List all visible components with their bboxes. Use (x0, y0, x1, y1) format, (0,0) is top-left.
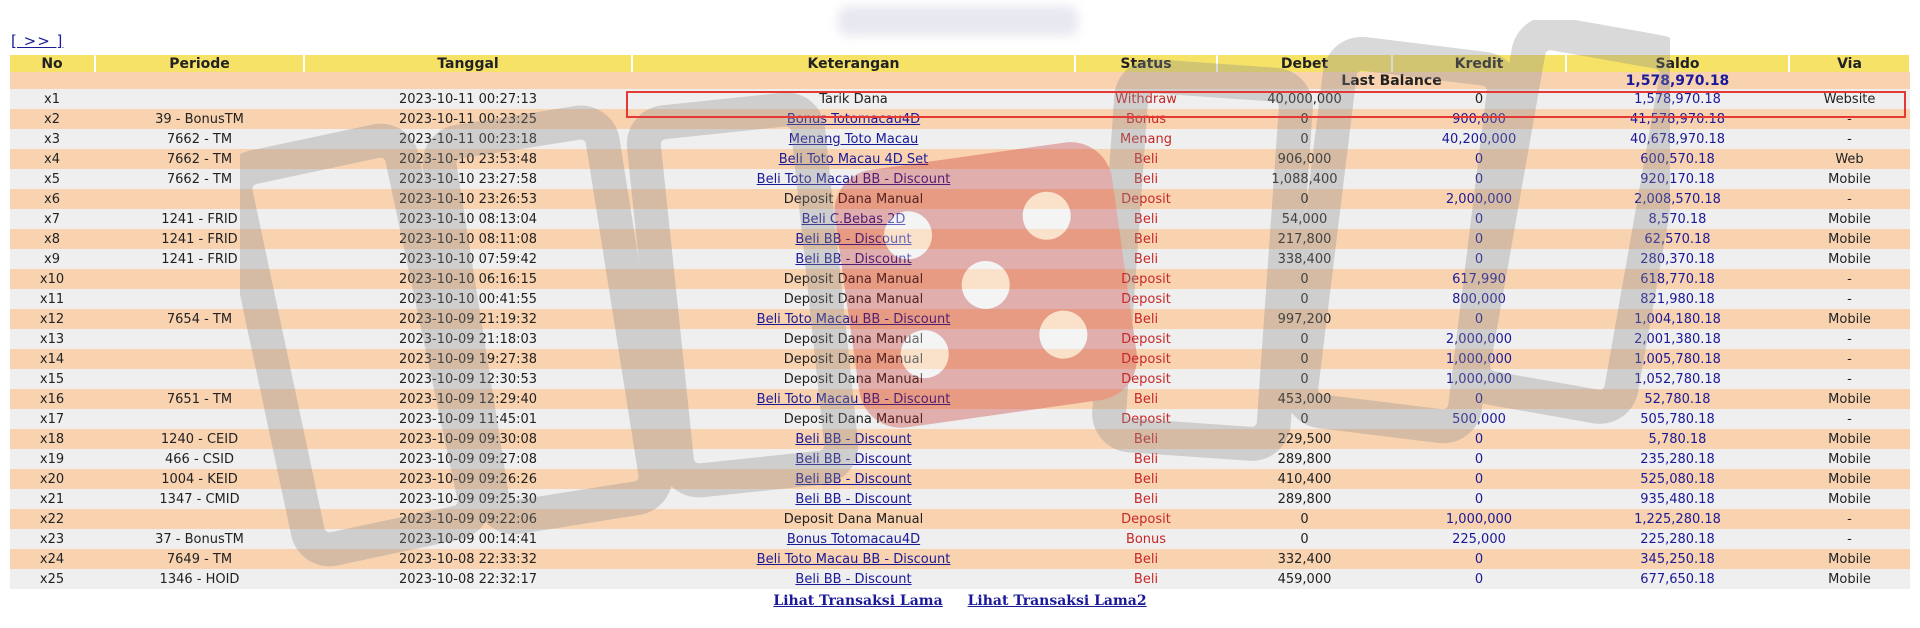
cell-kredit: 0 (1392, 429, 1566, 449)
cell-via: Web (1789, 149, 1910, 169)
cell-via: Mobile (1789, 549, 1910, 569)
cell-tanggal: 2023-10-10 07:59:42 (304, 249, 632, 269)
cell-debet: 997,200 (1217, 309, 1392, 329)
highlight-box (626, 91, 1906, 118)
cell-keterangan[interactable]: Menang Toto Macau (632, 129, 1075, 149)
cell-via: Mobile (1789, 489, 1910, 509)
cell-keterangan[interactable]: Beli C.Bebas 2D (632, 209, 1075, 229)
cell-keterangan: Deposit Dana Manual (632, 189, 1075, 209)
cell-via: - (1789, 109, 1910, 129)
cell-via: - (1789, 189, 1910, 209)
table-row (10, 249, 1910, 269)
cell-saldo: 225,280.18 (1566, 529, 1789, 549)
cell-no: x10 (10, 269, 95, 289)
cell-tanggal: 2023-10-09 21:18:03 (304, 329, 632, 349)
cell-no: x9 (10, 249, 95, 269)
cell-kredit: 0 (1392, 449, 1566, 469)
blurred-page-title (838, 6, 1078, 36)
cell-periode (95, 269, 304, 289)
cell-via: - (1789, 329, 1910, 349)
cell-status: Beli (1075, 549, 1217, 569)
cell-status: Deposit (1075, 269, 1217, 289)
cell-keterangan[interactable]: Beli BB - Discount (632, 429, 1075, 449)
cell-tanggal: 2023-10-09 00:14:41 (304, 529, 632, 549)
cell-status: Beli (1075, 449, 1217, 469)
column-header-tanggal: Tanggal (304, 55, 632, 72)
cell-via: - (1789, 289, 1910, 309)
cell-kredit: 0 (1392, 149, 1566, 169)
cell-periode: 1241 - FRID (95, 229, 304, 249)
column-header-kredit: Kredit (1392, 55, 1566, 72)
cell-via: - (1789, 269, 1910, 289)
cell-debet: 0 (1217, 269, 1392, 289)
cell-debet: 0 (1217, 189, 1392, 209)
table-row (10, 289, 1910, 309)
cell-status: Beli (1075, 249, 1217, 269)
cell-keterangan: Deposit Dana Manual (632, 409, 1075, 429)
cell-via: - (1789, 529, 1910, 549)
cell-kredit: 225,000 (1392, 529, 1566, 549)
cell-debet: 1,088,400 (1217, 169, 1392, 189)
cell-tanggal: 2023-10-10 08:11:08 (304, 229, 632, 249)
cell-kredit: 800,000 (1392, 289, 1566, 309)
cell-periode: 7649 - TM (95, 549, 304, 569)
cell-tanggal: 2023-10-10 23:27:58 (304, 169, 632, 189)
cell-tanggal: 2023-10-09 21:19:32 (304, 309, 632, 329)
transaction-table (10, 55, 1911, 589)
cell-debet: 332,400 (1217, 549, 1392, 569)
cell-periode (95, 89, 304, 109)
cell-tanggal: 2023-10-09 12:30:53 (304, 369, 632, 389)
cell-periode: 7662 - TM (95, 129, 304, 149)
cell-kredit: 0 (1392, 389, 1566, 409)
cell-saldo: 40,678,970.18 (1566, 129, 1789, 149)
cell-tanggal: 2023-10-10 08:13:04 (304, 209, 632, 229)
cell-saldo: 821,980.18 (1566, 289, 1789, 309)
cell-debet: 289,800 (1217, 489, 1392, 509)
cell-tanggal: 2023-10-09 12:29:40 (304, 389, 632, 409)
cell-keterangan[interactable]: Bonus Totomacau4D (632, 109, 1075, 129)
cell-keterangan: Deposit Dana Manual (632, 269, 1075, 289)
cell-no: x2 (10, 109, 95, 129)
cell-kredit: 0 (1392, 169, 1566, 189)
cell-via: - (1789, 409, 1910, 429)
next-page-link[interactable]: [ >> ] (11, 32, 64, 50)
cell-saldo: 935,480.18 (1566, 489, 1789, 509)
cell-saldo: 1,052,780.18 (1566, 369, 1789, 389)
cell-status: Deposit (1075, 409, 1217, 429)
column-header-saldo: Saldo (1566, 55, 1789, 72)
cell-saldo: 235,280.18 (1566, 449, 1789, 469)
cell-periode: 1241 - FRID (95, 249, 304, 269)
table-row (10, 389, 1910, 409)
cell-kredit: 0 (1392, 229, 1566, 249)
cell-debet: 289,800 (1217, 449, 1392, 469)
cell-kredit: 1,000,000 (1392, 509, 1566, 529)
table-row (10, 229, 1910, 249)
cell-via: - (1789, 369, 1910, 389)
cell-no: x3 (10, 129, 95, 149)
cell-via: Mobile (1789, 249, 1910, 269)
cell-debet: 40,000,000 (1217, 89, 1392, 109)
table-row (10, 129, 1910, 149)
cell-keterangan: Deposit Dana Manual (632, 329, 1075, 349)
cell-periode: 1346 - HOID (95, 569, 304, 589)
cell-tanggal: 2023-10-11 00:27:13 (304, 89, 632, 109)
cell-periode: 7662 - TM (95, 149, 304, 169)
table-row (10, 309, 1910, 329)
cell-no: x4 (10, 149, 95, 169)
cell-keterangan[interactable]: Beli Toto Macau 4D Set (632, 149, 1075, 169)
cell-tanggal: 2023-10-09 09:22:06 (304, 509, 632, 529)
table-row (10, 509, 1910, 529)
cell-kredit: 0 (1392, 489, 1566, 509)
cell-no: x24 (10, 549, 95, 569)
cell-debet: 0 (1217, 109, 1392, 129)
cell-debet: 0 (1217, 289, 1392, 309)
table-row (10, 189, 1910, 209)
cell-kredit: 0 (1392, 309, 1566, 329)
cell-debet: 906,000 (1217, 149, 1392, 169)
cell-periode (95, 329, 304, 349)
cell-status: Deposit (1075, 509, 1217, 529)
cell-keterangan[interactable]: Beli Toto Macau BB - Discount (632, 389, 1075, 409)
old-transactions-link[interactable]: Lihat Transaksi Lama (773, 593, 943, 609)
cell-kredit: 2,000,000 (1392, 189, 1566, 209)
cell-kredit: 617,990 (1392, 269, 1566, 289)
cell-periode: 1347 - CMID (95, 489, 304, 509)
cell-no: x8 (10, 229, 95, 249)
cell-via: Mobile (1789, 429, 1910, 449)
cell-saldo: 5,780.18 (1566, 429, 1789, 449)
cell-periode (95, 509, 304, 529)
cell-no: x17 (10, 409, 95, 429)
cell-saldo: 600,570.18 (1566, 149, 1789, 169)
cell-saldo: 920,170.18 (1566, 169, 1789, 189)
table-row (10, 429, 1910, 449)
cell-periode: 7654 - TM (95, 309, 304, 329)
cell-periode: 7651 - TM (95, 389, 304, 409)
cell-debet: 0 (1217, 129, 1392, 149)
column-header-keterangan: Keterangan (632, 55, 1075, 72)
last-balance-row (10, 72, 1910, 89)
cell-tanggal: 2023-10-10 23:26:53 (304, 189, 632, 209)
cell-keterangan[interactable]: Beli BB - Discount (632, 449, 1075, 469)
cell-tanggal: 2023-10-09 11:45:01 (304, 409, 632, 429)
cell-no: x5 (10, 169, 95, 189)
cell-keterangan[interactable]: Beli BB - Discount (632, 569, 1075, 589)
cell-tanggal: 2023-10-11 00:23:25 (304, 109, 632, 129)
table-row (10, 169, 1910, 189)
cell-periode: 466 - CSID (95, 449, 304, 469)
cell-keterangan: Tarik Dana (632, 89, 1075, 109)
cell-debet: 0 (1217, 509, 1392, 529)
cell-saldo: 1,004,180.18 (1566, 309, 1789, 329)
cell-debet: 0 (1217, 369, 1392, 389)
cell-status: Deposit (1075, 289, 1217, 309)
cell-no: x14 (10, 349, 95, 369)
cell-no: x7 (10, 209, 95, 229)
cell-periode: 1241 - FRID (95, 209, 304, 229)
cell-periode: 39 - BonusTM (95, 109, 304, 129)
cell-periode (95, 289, 304, 309)
cell-keterangan: Deposit Dana Manual (632, 509, 1075, 529)
cell-no: x19 (10, 449, 95, 469)
cell-periode (95, 409, 304, 429)
cell-tanggal: 2023-10-10 00:41:55 (304, 289, 632, 309)
column-header-via: Via (1789, 55, 1910, 72)
cell-status: Beli (1075, 569, 1217, 589)
cell-kredit: 0 (1392, 549, 1566, 569)
cell-status: Withdraw (1075, 89, 1217, 109)
cell-debet: 459,000 (1217, 569, 1392, 589)
cell-saldo: 52,780.18 (1566, 389, 1789, 409)
cell-periode (95, 349, 304, 369)
cell-status: Beli (1075, 469, 1217, 489)
cell-via: - (1789, 349, 1910, 369)
cell-status: Beli (1075, 169, 1217, 189)
cell-kredit: 1,000,000 (1392, 369, 1566, 389)
cell-kredit: 0 (1392, 209, 1566, 229)
cell-saldo: 677,650.18 (1566, 569, 1789, 589)
cell-saldo: 1,225,280.18 (1566, 509, 1789, 529)
table-row (10, 209, 1910, 229)
cell-no: x13 (10, 329, 95, 349)
cell-no: x20 (10, 469, 95, 489)
table-row (10, 449, 1910, 469)
cell-no: x23 (10, 529, 95, 549)
cell-status: Bonus (1075, 109, 1217, 129)
cell-no: x18 (10, 429, 95, 449)
cell-tanggal: 2023-10-09 19:27:38 (304, 349, 632, 369)
cell-via: Mobile (1789, 209, 1910, 229)
bottom-links (0, 593, 1920, 609)
cell-status: Beli (1075, 229, 1217, 249)
cell-periode: 1240 - CEID (95, 429, 304, 449)
cell-keterangan: Deposit Dana Manual (632, 289, 1075, 309)
cell-status: Menang (1075, 129, 1217, 149)
table-row (10, 349, 1910, 369)
cell-debet: 0 (1217, 349, 1392, 369)
cell-via: Mobile (1789, 309, 1910, 329)
cell-debet: 0 (1217, 529, 1392, 549)
cell-via: Mobile (1789, 469, 1910, 489)
cell-kredit: 500,000 (1392, 409, 1566, 429)
table-row (10, 369, 1910, 389)
cell-saldo: 280,370.18 (1566, 249, 1789, 269)
cell-kredit: 900,000 (1392, 109, 1566, 129)
cell-status: Bonus (1075, 529, 1217, 549)
cell-kredit: 2,000,000 (1392, 329, 1566, 349)
cell-via: Website (1789, 89, 1910, 109)
cell-kredit: 1,000,000 (1392, 349, 1566, 369)
cell-saldo: 2,008,570.18 (1566, 189, 1789, 209)
table-header-row (10, 55, 1910, 72)
cell-periode: 7662 - TM (95, 169, 304, 189)
cell-status: Beli (1075, 309, 1217, 329)
cell-via: Mobile (1789, 169, 1910, 189)
cell-kredit: 0 (1392, 89, 1566, 109)
cell-saldo: 8,570.18 (1566, 209, 1789, 229)
cell-saldo: 1,005,780.18 (1566, 349, 1789, 369)
table-row (10, 529, 1910, 549)
cell-periode: 1004 - KEID (95, 469, 304, 489)
table-row (10, 569, 1910, 589)
cell-no: x1 (10, 89, 95, 109)
cell-via: - (1789, 129, 1910, 149)
table-row (10, 489, 1910, 509)
cell-status: Deposit (1075, 189, 1217, 209)
column-header-status: Status (1075, 55, 1217, 72)
cell-tanggal: 2023-10-10 23:53:48 (304, 149, 632, 169)
cell-saldo: 1,578,970.18 (1566, 89, 1789, 109)
cell-periode (95, 189, 304, 209)
cell-debet: 0 (1217, 409, 1392, 429)
cell-tanggal: 2023-10-09 09:27:08 (304, 449, 632, 469)
cell-debet: 338,400 (1217, 249, 1392, 269)
cell-status: Beli (1075, 489, 1217, 509)
cell-kredit: 0 (1392, 569, 1566, 589)
table-row (10, 409, 1910, 429)
cell-keterangan: Deposit Dana Manual (632, 369, 1075, 389)
cell-kredit: 0 (1392, 469, 1566, 489)
column-header-debet: Debet (1217, 55, 1392, 72)
cell-via: Mobile (1789, 449, 1910, 469)
cell-debet: 453,000 (1217, 389, 1392, 409)
cell-no: x16 (10, 389, 95, 409)
cell-saldo: 525,080.18 (1566, 469, 1789, 489)
cell-keterangan[interactable]: Bonus Totomacau4D (632, 529, 1075, 549)
table-row (10, 549, 1910, 569)
cell-no: x21 (10, 489, 95, 509)
cell-no: x25 (10, 569, 95, 589)
cell-status: Beli (1075, 389, 1217, 409)
cell-tanggal: 2023-10-10 06:16:15 (304, 269, 632, 289)
cell-periode: 37 - BonusTM (95, 529, 304, 549)
cell-saldo: 345,250.18 (1566, 549, 1789, 569)
cell-via: - (1789, 509, 1910, 529)
column-header-no: No (10, 55, 95, 72)
cell-via: Mobile (1789, 389, 1910, 409)
cell-tanggal: 2023-10-09 09:30:08 (304, 429, 632, 449)
cell-saldo: 62,570.18 (1566, 229, 1789, 249)
table-row (10, 469, 1910, 489)
cell-keterangan[interactable]: Beli Toto Macau BB - Discount (632, 549, 1075, 569)
cell-debet: 0 (1217, 329, 1392, 349)
cell-periode (95, 369, 304, 389)
cell-status: Deposit (1075, 369, 1217, 389)
cell-kredit: 40,200,000 (1392, 129, 1566, 149)
cell-via: Mobile (1789, 229, 1910, 249)
column-header-periode: Periode (95, 55, 304, 72)
cell-saldo: 505,780.18 (1566, 409, 1789, 429)
cell-saldo: 2,001,380.18 (1566, 329, 1789, 349)
cell-tanggal: 2023-10-11 00:23:18 (304, 129, 632, 149)
cell-keterangan[interactable]: Beli Toto Macau BB - Discount (632, 309, 1075, 329)
cell-tanggal: 2023-10-09 09:26:26 (304, 469, 632, 489)
table-row (10, 149, 1910, 169)
cell-saldo: 41,578,970.18 (1566, 109, 1789, 129)
last-balance-value: 1,578,970.18 (1566, 72, 1789, 89)
cell-status: Beli (1075, 209, 1217, 229)
cell-debet: 229,500 (1217, 429, 1392, 449)
cell-keterangan[interactable]: Beli BB - Discount (632, 489, 1075, 509)
cell-debet: 217,800 (1217, 229, 1392, 249)
table-row (10, 269, 1910, 289)
cell-status: Deposit (1075, 349, 1217, 369)
cell-keterangan[interactable]: Beli BB - Discount (632, 249, 1075, 269)
last-balance-label: Last Balance (1217, 72, 1566, 89)
cell-no: x12 (10, 309, 95, 329)
cell-status: Beli (1075, 429, 1217, 449)
cell-keterangan[interactable]: Beli BB - Discount (632, 229, 1075, 249)
cell-tanggal: 2023-10-08 22:33:32 (304, 549, 632, 569)
cell-status: Deposit (1075, 329, 1217, 349)
cell-tanggal: 2023-10-09 09:25:30 (304, 489, 632, 509)
cell-kredit: 0 (1392, 249, 1566, 269)
cell-status: Beli (1075, 149, 1217, 169)
cell-keterangan: Deposit Dana Manual (632, 349, 1075, 369)
cell-saldo: 618,770.18 (1566, 269, 1789, 289)
table-row (10, 329, 1910, 349)
old-transactions-2-link[interactable]: Lihat Transaksi Lama2 (967, 593, 1147, 609)
cell-via: Mobile (1789, 569, 1910, 589)
cell-keterangan[interactable]: Beli Toto Macau BB - Discount (632, 169, 1075, 189)
cell-no: x15 (10, 369, 95, 389)
cell-tanggal: 2023-10-08 22:32:17 (304, 569, 632, 589)
cell-debet: 54,000 (1217, 209, 1392, 229)
cell-no: x22 (10, 509, 95, 529)
cell-debet: 410,400 (1217, 469, 1392, 489)
cell-no: x6 (10, 189, 95, 209)
cell-no: x11 (10, 289, 95, 309)
cell-keterangan[interactable]: Beli BB - Discount (632, 469, 1075, 489)
